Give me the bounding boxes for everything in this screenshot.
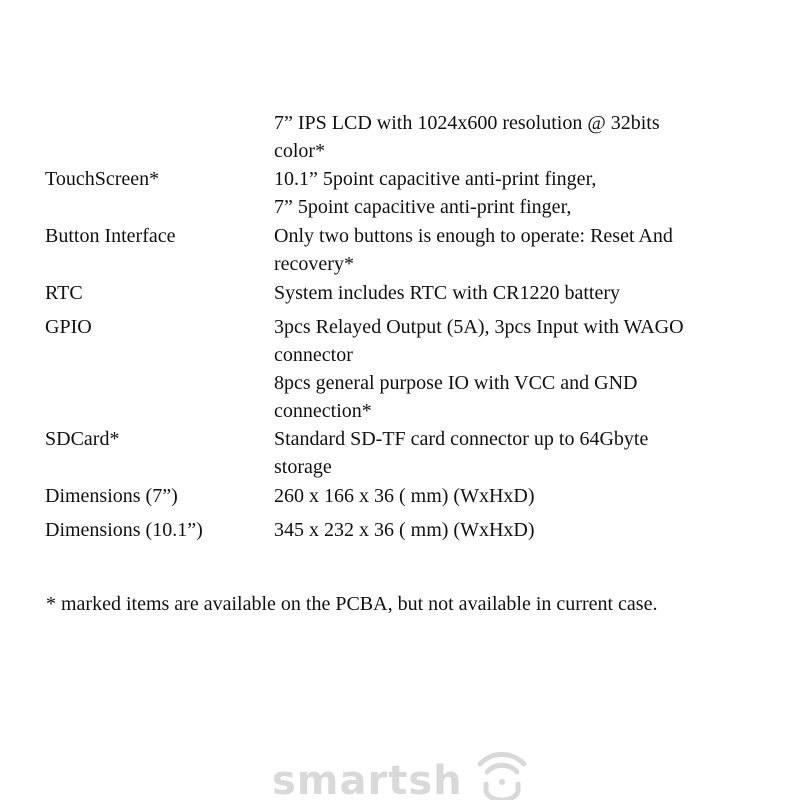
- spec-label: Dimensions (7”): [45, 485, 178, 507]
- spec-row-dimensions-10: [45, 516, 785, 544]
- spec-value-line: 260 x 166 x 36 ( mm) (WxHxD): [274, 485, 535, 507]
- spec-row-display: [45, 109, 785, 165]
- spec-row-gpio: [45, 313, 785, 425]
- spec-value-line: Standard SD-TF card connector up to 64Gbyte: [274, 428, 649, 450]
- spec-values: [274, 313, 785, 425]
- spec-row-touchscreen: [45, 165, 785, 221]
- spec-value-line: System includes RTC with CR1220 battery: [274, 282, 621, 304]
- spec-values: [274, 516, 785, 544]
- spec-values: [274, 222, 785, 278]
- spec-value-line: color*: [274, 140, 326, 162]
- spec-value-line: 3pcs Relayed Output (5A), 3pcs Input with WAGO: [274, 316, 684, 338]
- spec-value-line: connector: [274, 344, 353, 366]
- spec-value-line: recovery*: [274, 253, 354, 275]
- spec-label: SDCard*: [45, 428, 120, 450]
- spec-value-line: 345 x 232 x 36 ( mm) (WxHxD): [274, 519, 535, 541]
- spec-row-button-interface: [45, 222, 785, 278]
- spec-row-dimensions-7: [45, 482, 785, 510]
- spec-values: [274, 425, 785, 481]
- spec-value-line: connection*: [274, 400, 372, 422]
- watermark-logo: [270, 740, 530, 800]
- spec-label: Button Interface: [45, 225, 176, 247]
- spec-value-line: 7” 5point capacitive anti-print finger,: [274, 196, 572, 218]
- spec-label: GPIO: [45, 316, 92, 338]
- watermark-svg: [270, 740, 530, 800]
- spec-label: Dimensions (10.1”): [45, 519, 203, 541]
- spec-values: [274, 279, 785, 307]
- spec-label: RTC: [45, 282, 83, 304]
- spec-row-rtc: [45, 279, 785, 307]
- spec-values: [274, 109, 785, 165]
- spec-value-line: storage: [274, 456, 332, 478]
- spec-value-line: 8pcs general purpose IO with VCC and GND: [274, 372, 638, 394]
- spec-values: [274, 165, 785, 221]
- spec-row-sdcard: [45, 425, 785, 481]
- spec-value-line: 7” IPS LCD with 1024x600 resolution @ 32bits: [274, 112, 660, 134]
- watermark-text: smartsh: [272, 758, 463, 800]
- spec-table: [45, 109, 785, 544]
- spec-label: TouchScreen*: [45, 168, 160, 190]
- spec-values: [274, 482, 785, 510]
- spec-value-line: 10.1” 5point capacitive anti-print finger,: [274, 168, 597, 190]
- spec-value-line: Only two buttons is enough to operate: Reset And: [274, 225, 673, 247]
- footnote: * marked items are available on the PCBA, but not available in current case.: [46, 593, 658, 615]
- wifi-signal-icon: [480, 754, 524, 800]
